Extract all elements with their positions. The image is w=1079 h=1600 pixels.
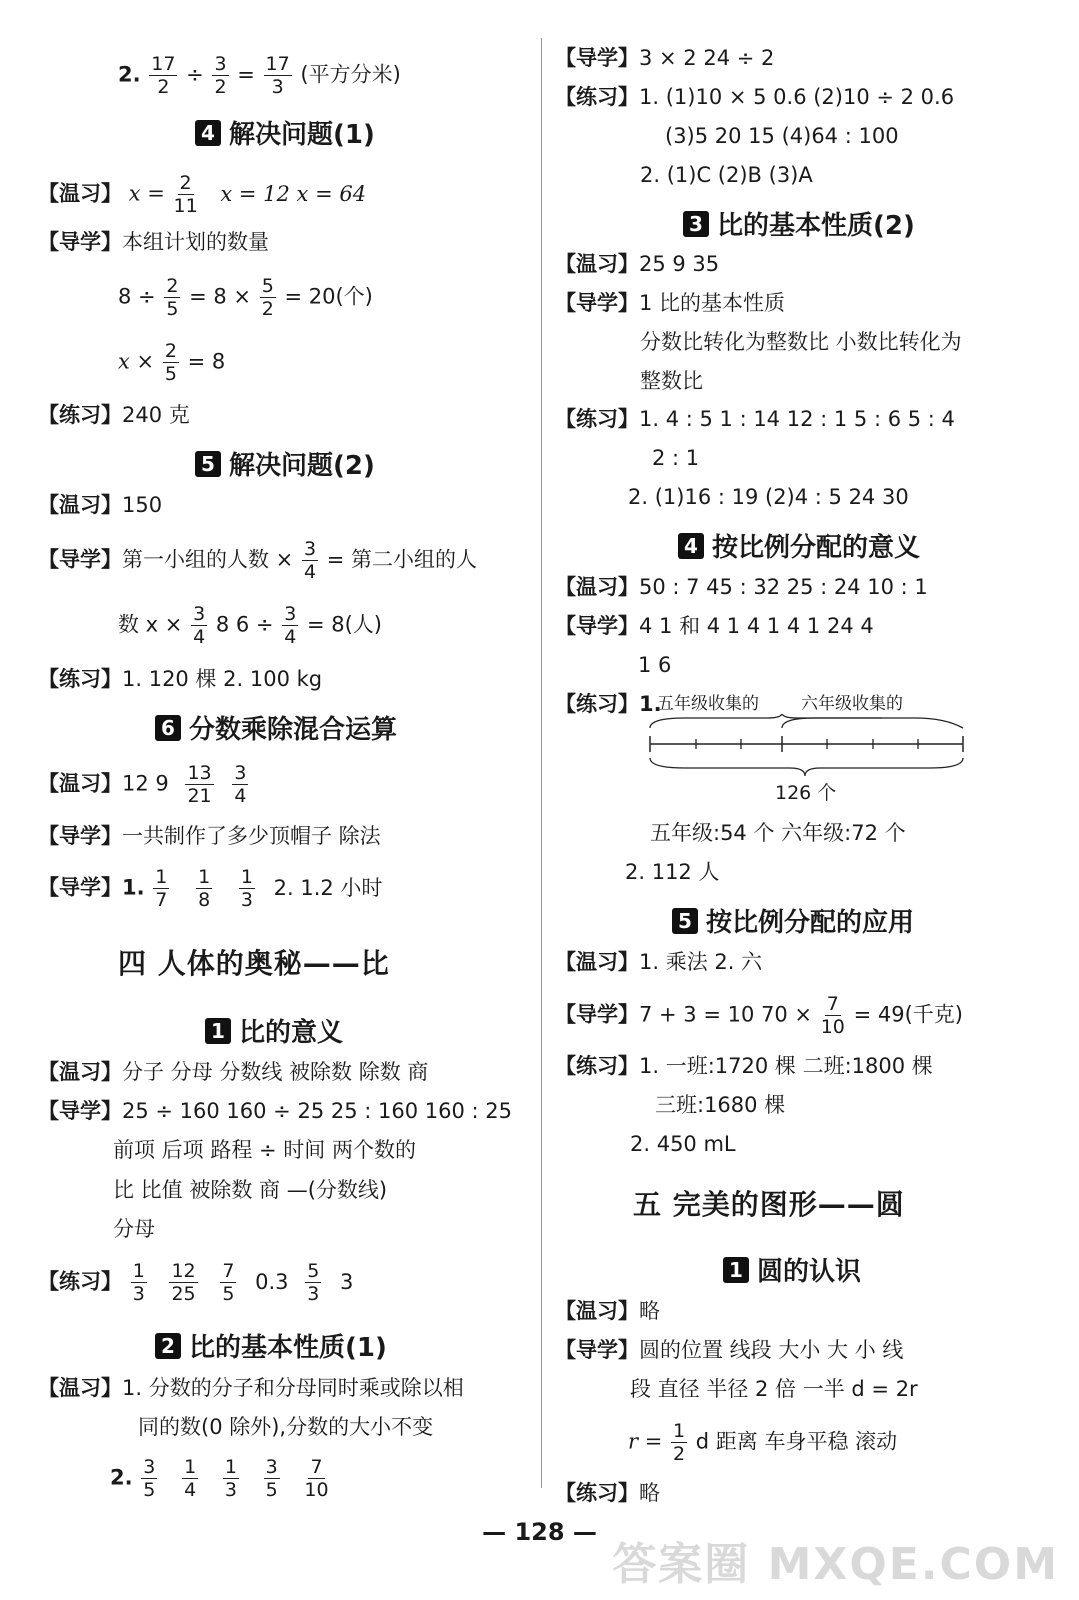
answer-line xyxy=(38,227,269,257)
answer-text: = 8(人) xyxy=(306,612,383,637)
fraction xyxy=(182,1456,198,1501)
fraction xyxy=(196,866,212,911)
denominator: 7 xyxy=(155,889,168,911)
answer-text: 3 xyxy=(340,1269,354,1294)
answer-line: 2. (1)16 : 19 (2)4 : 5 24 30 xyxy=(628,485,909,509)
expression: 8 ÷ xyxy=(118,284,156,309)
denominator: 5 xyxy=(222,1283,235,1305)
column-divider xyxy=(541,38,542,1488)
numerator: 17 xyxy=(151,53,176,75)
numerator: 1 xyxy=(224,1456,237,1478)
numerator: 3 xyxy=(214,53,227,75)
answer-text: 略 xyxy=(639,1481,660,1505)
numerator: 2 xyxy=(166,275,179,297)
answer-text: 8 6 ÷ xyxy=(215,612,274,637)
label-review: 【温习】 xyxy=(555,575,639,599)
numerator: 1 xyxy=(198,866,211,888)
answer-text: 0.3 xyxy=(255,1269,289,1294)
answer-text: 12 9 xyxy=(122,771,169,796)
answer-line: 三班:1680 棵 xyxy=(655,1093,786,1117)
answer-text: 本组计划的数量 xyxy=(122,230,269,254)
answer-line: 五年级:54 个 六年级:72 个 xyxy=(650,821,906,845)
numerator: 2 xyxy=(179,172,192,194)
answer-line xyxy=(555,611,874,641)
section-heading xyxy=(195,114,375,151)
answer-line xyxy=(555,404,955,434)
answer-line: 段 直径 半径 2 倍 一半 d = 2r xyxy=(630,1377,918,1401)
expression: x = 12 x = 64 xyxy=(220,181,367,206)
numerator: 7 xyxy=(310,1456,323,1478)
answer-line xyxy=(555,947,762,977)
answer-line xyxy=(38,821,381,851)
fraction xyxy=(302,538,318,583)
numerator: 3 xyxy=(234,762,247,784)
denominator: 2 xyxy=(157,76,170,98)
brace-grade6 xyxy=(782,718,963,728)
numerator: 3 xyxy=(284,603,297,625)
denominator: 11 xyxy=(173,195,198,217)
fraction xyxy=(174,172,198,217)
fraction xyxy=(264,1456,280,1501)
diagram-total-label: 126 个 xyxy=(775,782,837,804)
answer-line xyxy=(555,82,954,112)
answer-line xyxy=(118,603,382,648)
section-number-badge: 5 xyxy=(672,908,698,934)
operator: ÷ xyxy=(186,62,204,87)
expression: = 8 × xyxy=(189,284,252,309)
section-title: 解决问题(1) xyxy=(229,120,375,150)
answer-text: 1 比的基本性质 xyxy=(639,291,786,315)
denominator: 10 xyxy=(820,1016,845,1038)
answer-line xyxy=(38,538,477,583)
section-heading xyxy=(672,902,914,939)
section-title: 分数乘除混合运算 xyxy=(189,715,398,745)
chapter-title: 四 人体的奥秘——比 xyxy=(118,947,390,980)
denominator: 21 xyxy=(187,785,212,807)
answer-line xyxy=(38,400,190,430)
answer-line xyxy=(555,1335,903,1365)
fraction xyxy=(232,762,248,807)
label-practice: 【练习】 xyxy=(555,1481,639,1505)
answer-line xyxy=(555,288,785,318)
fraction xyxy=(220,1260,236,1305)
denominator: 5 xyxy=(164,363,177,385)
label-practice: 【练习】 xyxy=(38,403,122,427)
label-guide: 【导学】 xyxy=(38,547,122,572)
answer-text: 240 克 xyxy=(122,403,190,427)
answer-line xyxy=(118,275,373,320)
answer-text: 1. 分数的分子和分母同时乘或除以相 xyxy=(122,1376,464,1400)
section-heading xyxy=(205,1012,343,1049)
diagram-label-grade5: 五年级收集的 xyxy=(657,694,759,714)
line-segment-diagram xyxy=(645,714,967,780)
answer-text: 25 9 35 xyxy=(639,252,720,276)
label-review: 【温习】 xyxy=(555,1299,639,1323)
numerator: 3 xyxy=(303,538,317,560)
answer-text: d 距离 车身平稳 滚动 xyxy=(695,1429,898,1454)
answer-text: 25 ÷ 160 160 ÷ 25 25 : 160 160 : 25 xyxy=(122,1099,512,1123)
answer-text: 第一小组的人数 × xyxy=(122,547,294,572)
brace-total xyxy=(650,758,963,776)
answer-line xyxy=(38,1260,353,1305)
page-number: — 128 — xyxy=(482,1518,597,1546)
fraction xyxy=(260,275,276,320)
label-review: 【温习】 xyxy=(555,252,639,276)
denominator: 4 xyxy=(184,1479,197,1501)
denominator: 5 xyxy=(143,1479,156,1501)
answer-line xyxy=(38,1057,428,1087)
answer-line: 2. 450 mL xyxy=(630,1132,736,1156)
answer-text: = 第二小组的人 xyxy=(326,547,478,572)
numerator: 7 xyxy=(222,1260,235,1282)
answer-line xyxy=(555,43,774,73)
fraction xyxy=(163,340,179,385)
denominator: 4 xyxy=(284,626,297,648)
answer-text: 7 + 3 = 10 70 × xyxy=(639,1002,813,1027)
section-heading xyxy=(683,205,915,242)
diagram-label-grade6: 六年级收集的 xyxy=(801,694,903,714)
expression: = 8 xyxy=(187,349,226,374)
fraction xyxy=(671,1420,687,1465)
answer-line xyxy=(38,490,162,520)
answer-text: 略 xyxy=(639,1299,660,1323)
item-number: 2. xyxy=(110,1465,133,1490)
answer-text: 2. 1.2 小时 xyxy=(273,875,383,900)
fraction xyxy=(149,53,177,98)
fraction xyxy=(223,1456,239,1501)
label-guide: 【导学】 xyxy=(555,1338,639,1362)
fraction xyxy=(191,603,207,648)
numerator: 13 xyxy=(187,762,212,784)
section-heading xyxy=(723,1251,861,1288)
fraction xyxy=(185,762,213,807)
fraction xyxy=(282,603,298,648)
answer-line xyxy=(555,993,963,1038)
numerator: 3 xyxy=(193,603,206,625)
section-title: 比的基本性质(1) xyxy=(189,1333,387,1363)
numerator: 7 xyxy=(826,993,839,1015)
answer-text: = 49(千克) xyxy=(853,1002,963,1027)
answer-line xyxy=(38,664,322,694)
section-title: 解决问题(2) xyxy=(229,451,375,481)
denominator: 3 xyxy=(307,1283,320,1305)
numerator: 1 xyxy=(184,1456,197,1478)
label-review: 【温习】 xyxy=(38,1060,122,1084)
section-title: 比的基本性质(2) xyxy=(717,211,915,241)
answer-text: 一共制作了多少顶帽子 除法 xyxy=(122,824,381,848)
fraction xyxy=(264,53,292,98)
answer-text: 1. (1)10 × 5 0.6 (2)10 ÷ 2 0.6 xyxy=(639,85,955,109)
denominator: 3 xyxy=(224,1479,237,1501)
answer-line: 前项 后项 路程 ÷ 时间 两个数的 xyxy=(113,1138,416,1162)
section-heading xyxy=(678,527,920,564)
answer-line xyxy=(110,1456,331,1501)
denominator: 2 xyxy=(214,76,227,98)
section-number-badge: 1 xyxy=(205,1018,231,1044)
fraction xyxy=(164,275,180,320)
label-review: 【温习】 xyxy=(38,771,122,796)
answer-line xyxy=(118,53,401,98)
answer-line xyxy=(628,1420,897,1465)
numerator: 5 xyxy=(307,1260,320,1282)
section-number-badge: 4 xyxy=(195,120,221,146)
answer-text: 1. 120 棵 2. 100 kg xyxy=(122,667,323,691)
section-number-badge: 1 xyxy=(723,1257,749,1283)
section-title: 圆的认识 xyxy=(757,1257,862,1287)
denominator: 25 xyxy=(171,1283,196,1305)
expression: x = xyxy=(128,181,165,206)
answer-line: 2 : 1 xyxy=(652,446,700,470)
answer-text: 4 1 和 4 1 4 1 4 1 24 4 xyxy=(639,614,874,638)
fraction xyxy=(304,1456,328,1501)
answer-line: 2. 112 人 xyxy=(625,860,720,884)
numerator: 1 xyxy=(155,866,168,888)
section-title: 按比例分配的应用 xyxy=(706,908,915,938)
section-title: 按比例分配的意义 xyxy=(712,533,921,563)
answer-text: 1. 乘法 2. 六 xyxy=(639,950,763,974)
section-number-badge: 2 xyxy=(155,1333,181,1359)
numerator: 5 xyxy=(261,275,274,297)
denominator: 2 xyxy=(261,298,274,320)
label-practice: 【练习】 xyxy=(555,692,639,716)
section-number-badge: 5 xyxy=(195,451,221,477)
section-heading xyxy=(195,445,375,482)
numerator: 3 xyxy=(265,1456,278,1478)
denominator: 2 xyxy=(673,1443,686,1465)
unit: (平方分米) xyxy=(300,62,401,87)
label-practice: 【练习】 xyxy=(38,667,122,691)
label-guide: 【导学】 xyxy=(555,291,639,315)
label-review: 【温习】 xyxy=(555,950,639,974)
answer-line xyxy=(38,762,250,807)
denominator: 10 xyxy=(304,1479,329,1501)
answer-text: 1. 4 : 5 1 : 14 12 : 1 5 : 6 5 : 4 xyxy=(639,407,955,431)
item-number: 1. xyxy=(122,875,145,900)
label-practice: 【练习】 xyxy=(555,407,639,431)
label-guide: 【导学】 xyxy=(555,614,639,638)
answer-line: (3)5 20 15 (4)64 : 100 xyxy=(665,124,899,148)
item-number: 1. xyxy=(639,692,662,716)
section-number-badge: 6 xyxy=(155,715,181,741)
denominator: 5 xyxy=(166,298,179,320)
answer-line xyxy=(555,1478,660,1508)
label-practice: 【练习】 xyxy=(555,1054,639,1078)
denominator: 5 xyxy=(265,1479,278,1501)
fraction xyxy=(141,1456,157,1501)
section-heading xyxy=(155,709,397,746)
answer-line xyxy=(555,572,928,602)
fraction xyxy=(239,866,255,911)
fraction xyxy=(821,993,845,1038)
label-review: 【温习】 xyxy=(38,493,122,517)
watermark-logo: 答案圈 MXQE.COM xyxy=(612,1539,1059,1590)
answer-text: 50 : 7 45 : 32 25 : 24 10 : 1 xyxy=(639,575,928,599)
denominator: 4 xyxy=(193,626,206,648)
answer-line: 同的数(0 除外),分数的大小不变 xyxy=(138,1415,434,1439)
section-number-badge: 3 xyxy=(683,211,709,237)
label-guide: 【导学】 xyxy=(38,1099,122,1123)
denominator: 4 xyxy=(234,785,247,807)
numerator: 3 xyxy=(143,1456,156,1478)
item-number: 2. xyxy=(118,62,141,87)
answer-line: 分母 xyxy=(113,1217,155,1241)
denominator: 3 xyxy=(240,889,253,911)
numerator: 12 xyxy=(171,1260,196,1282)
section-number-badge: 4 xyxy=(678,533,704,559)
answer-text: 圆的位置 线段 大小 大 小 线 xyxy=(639,1338,904,1362)
denominator: 3 xyxy=(132,1283,145,1305)
section-title: 比的意义 xyxy=(239,1018,344,1048)
expression: r = xyxy=(628,1429,663,1454)
section-heading xyxy=(155,1327,387,1364)
denominator: 4 xyxy=(303,561,317,583)
label-guide: 【导学】 xyxy=(38,230,122,254)
denominator: 8 xyxy=(198,889,211,911)
answer-line: 1 6 xyxy=(638,653,672,677)
answer-line: 比 比值 被除数 商 —(分数线) xyxy=(113,1178,388,1202)
expression: = 20(个) xyxy=(284,284,373,309)
answer-line xyxy=(38,1373,464,1403)
answer-line xyxy=(38,172,366,217)
label-review: 【温习】 xyxy=(38,1376,122,1400)
answer-line xyxy=(555,1296,660,1326)
answer-text: 3 × 2 24 ÷ 2 xyxy=(639,46,775,70)
label-practice: 【练习】 xyxy=(555,85,639,109)
operator: = xyxy=(237,62,255,87)
answer-text: 分子 分母 分数线 被除数 除数 商 xyxy=(122,1060,429,1084)
answer-line xyxy=(118,340,225,385)
answer-text: 数 x × xyxy=(118,612,183,637)
label-guide: 【导学】 xyxy=(555,46,639,70)
chapter-title: 五 完美的图形——圆 xyxy=(633,1188,905,1221)
numerator: 1 xyxy=(673,1420,686,1442)
label-practice: 【导学】 xyxy=(38,875,122,900)
answer-line xyxy=(555,249,719,279)
answer-line: 分数比转化为整数比 小数比转化为 xyxy=(640,330,962,354)
answer-text: 150 xyxy=(122,493,163,517)
numerator: 2 xyxy=(164,340,177,362)
fraction xyxy=(169,1260,197,1305)
numerator: 17 xyxy=(265,53,290,75)
fraction xyxy=(153,866,169,911)
label-guide: 【导学】 xyxy=(555,1002,639,1027)
answer-line: 2. (1)C (2)B (3)A xyxy=(640,163,813,187)
label-guide: 【导学】 xyxy=(38,824,122,848)
brace-grade5 xyxy=(650,714,882,728)
answer-line xyxy=(555,1051,933,1081)
answer-line: 整数比 xyxy=(640,369,703,393)
expression: x × xyxy=(118,349,155,374)
fraction xyxy=(212,53,228,98)
answer-text: 1. 一班:1720 棵 二班:1800 棵 xyxy=(639,1054,933,1078)
fraction xyxy=(305,1260,321,1305)
denominator: 3 xyxy=(271,76,284,98)
numerator: 1 xyxy=(240,866,253,888)
answer-line xyxy=(38,866,382,911)
fraction xyxy=(131,1260,147,1305)
label-practice: 【练习】 xyxy=(38,1269,122,1294)
numerator: 1 xyxy=(132,1260,145,1282)
answer-line xyxy=(38,1096,512,1126)
label-review: 【温习】 xyxy=(38,181,122,206)
